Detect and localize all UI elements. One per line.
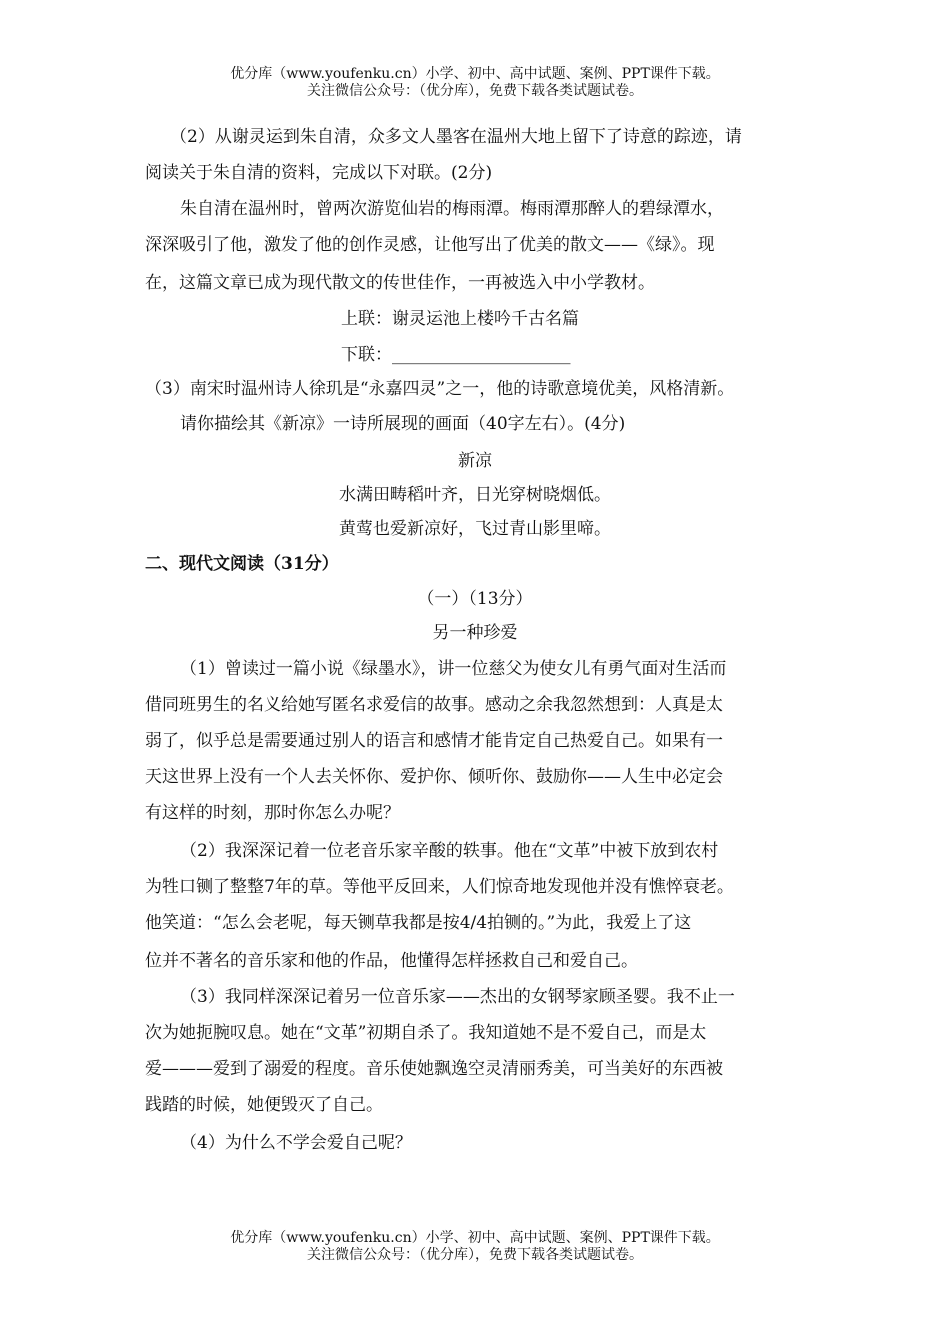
paragraph-2-line: 他笑道：“怎么会老呢，每天铡草我都是按4/4拍铡的。”为此，我爱上了这	[145, 913, 692, 933]
paragraph-1-line: 天这世界上没有一个人去关怀你、爱护你、倾听你、鼓励你——人生中必定会	[145, 767, 723, 787]
paragraph-1-line: 借同班男生的名义给她写匿名求爱信的故事。感动之余我忽然想到：人真是太	[145, 695, 723, 715]
paragraph-1-line: 有这样的时刻，那时你怎么办呢？	[145, 803, 400, 823]
q2-line-2: 阅读关于朱自清的资料，完成以下对联。(2分)	[145, 163, 493, 183]
paragraph-2-line: 位并不著名的音乐家和他的作品，他懂得怎样拯救自己和爱自己。	[145, 951, 638, 971]
poem-title: 新凉	[458, 451, 492, 471]
paragraph-4-line: （4）为什么不学会爱自己呢？	[180, 1133, 412, 1153]
page-header	[0, 66, 950, 100]
q2-material-2: 深深吸引了他，激发了他的创作灵感，让他写出了优美的散文——《绿》。现	[145, 235, 715, 255]
footer-line-2: 关注微信公众号：（优分库），免费下载各类试题试卷。	[307, 1247, 643, 1263]
q2-material-1: 朱自清在温州时，曾两次游览仙岩的梅雨潭。梅雨潭那醉人的碧绿潭水，	[180, 199, 724, 219]
poem-line-2: 黄莺也爱新凉好，飞过青山影里啼。	[339, 519, 611, 539]
paragraph-1-line: （1）曾读过一篇小说《绿墨水》，讲一位慈父为使女儿有勇气面对生活而	[180, 659, 727, 679]
footer-line-1: 优分库（www.youfenku.cn）小学、初中、高中试题、案例、PPT课件下载。	[230, 1230, 720, 1246]
paragraph-3-line: 践踏的时候，她便毁灭了自己。	[145, 1095, 383, 1115]
sub-heading: （一）（13分）	[417, 589, 533, 609]
header-line-2: 关注微信公众号：（优分库），免费下载各类试题试卷。	[307, 83, 643, 99]
paragraph-1-line: 弱了，似乎总是需要通过别人的语言和感情才能肯定自己热爱自己。如果有一	[145, 731, 723, 751]
section-heading: 二、现代文阅读（31分）	[145, 554, 339, 574]
paragraph-3-line: （3）我同样深深记着另一位音乐家——杰出的女钢琴家顾圣婴。我不止一	[180, 987, 735, 1007]
couplet-lower: 下联：_____________________	[341, 345, 571, 365]
page-footer	[0, 1230, 950, 1264]
paragraph-3-line: 爱———爱到了溺爱的程度。音乐使她飘逸空灵清丽秀美，可当美好的东西被	[145, 1059, 723, 1079]
q3-line-1: （3）南宋时温州诗人徐玑是“永嘉四灵”之一，他的诗歌意境优美，风格清新。	[145, 379, 735, 399]
paragraph-2-line: 为牲口铡了整整7年的草。等他平反回来，人们惊奇地发现他并没有憔悴衰老。	[145, 877, 734, 897]
q2-material-3: 在，这篇文章已成为现代散文的传世佳作，一再被选入中小学教材。	[145, 273, 655, 293]
header-line-1: 优分库（www.youfenku.cn）小学、初中、高中试题、案例、PPT课件下载。	[230, 66, 720, 82]
q2-line-1: （2）从谢灵运到朱自清，众多文人墨客在温州大地上留下了诗意的踪迹，请	[170, 127, 742, 147]
couplet-upper: 上联：谢灵运池上楼吟千古名篇	[341, 309, 579, 329]
q3-line-2: 请你描绘其《新凉》一诗所展现的画面（40字左右）。(4分)	[180, 414, 626, 434]
paragraph-3-line: 次为她扼腕叹息。她在“文革”初期自杀了。我知道她不是不爱自己，而是太	[145, 1023, 707, 1043]
poem-line-1: 水满田畴稻叶齐，日光穿树晓烟低。	[339, 485, 611, 505]
article-title: 另一种珍爱	[432, 623, 518, 643]
paragraph-2-line: （2）我深深记着一位老音乐家辛酸的轶事。他在“文革”中被下放到农村	[180, 841, 719, 861]
